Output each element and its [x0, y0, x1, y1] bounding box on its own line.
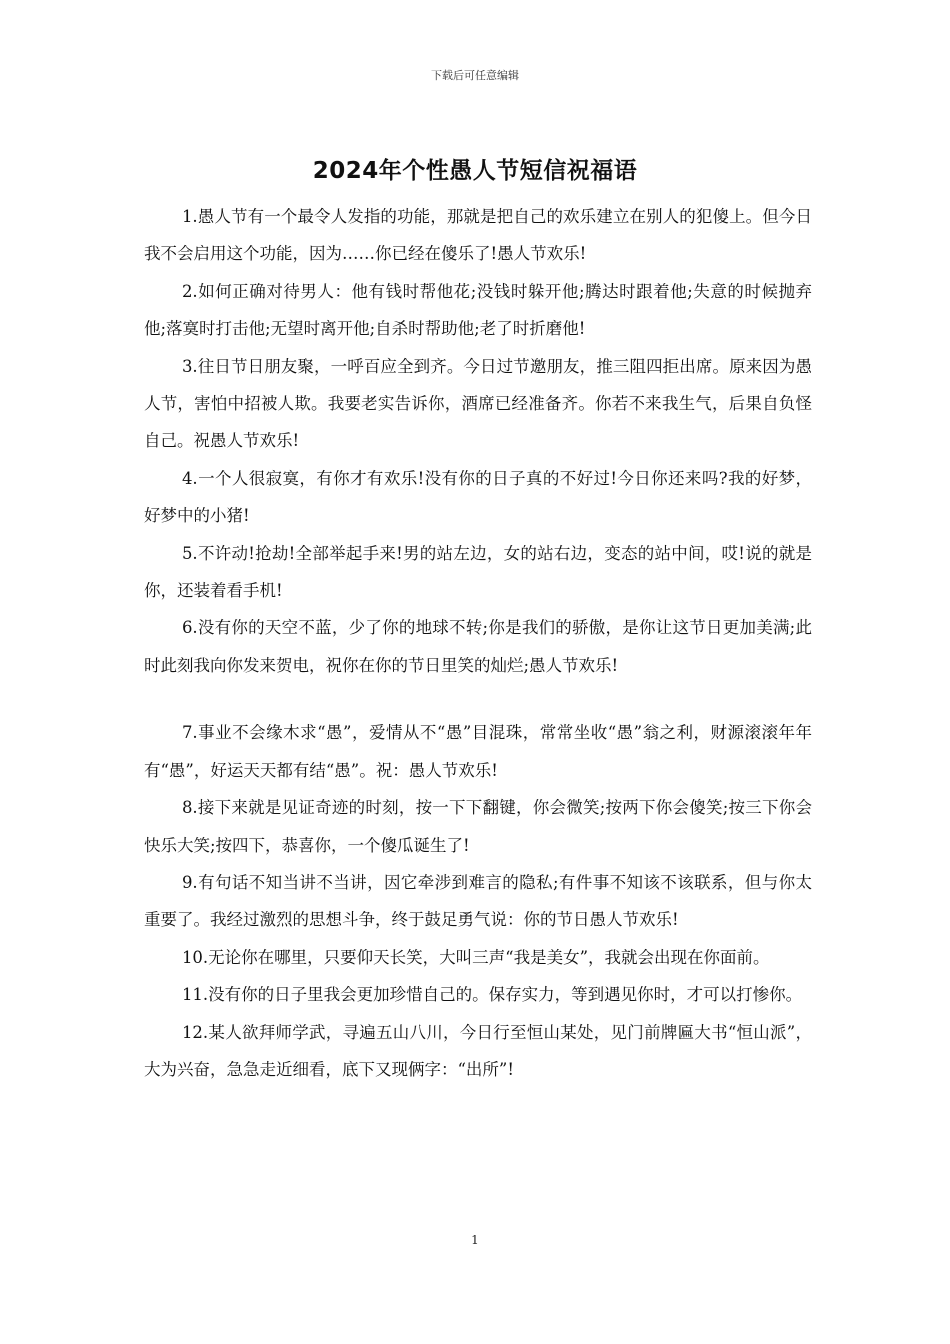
paragraph-10: 10.无论你在哪里，只要仰天长笑，大叫三声“我是美女”，我就会出现在你面前。 — [181, 947, 770, 967]
paragraph-2: 2.如何正确对待男人：他有钱时帮他花;没钱时躲开他;腾达时跟着他;失意的时候抛弃他;落寞时打击他;无望时离开他;自杀时帮助他;老了时折磨他! — [144, 281, 812, 339]
paragraph-8: 8.接下来就是见证奇迹的时刻，按一下下翻键，你会微笑;按两下你会傻笑;按三下你会快乐大笑;按四下，恭喜你，一个傻瓜诞生了! — [144, 798, 812, 855]
paragraph-4: 4.一个人很寂寞，有你才有欢乐!没有你的日子真的不好过!今日你还来吗?我的好梦，好梦中的小猪! — [144, 468, 812, 526]
paragraph-7: 7.事业不会缘木求“愚”，爱情从不“愚”目混珠，常常坐收“愚”翁之利，财源滚滚年年有“愚”，好运天天都有结“愚”。祝：愚人节欢乐! — [144, 723, 812, 780]
page-number: 1 — [471, 1233, 479, 1247]
paragraph-12: 12.某人欲拜师学武，寻遍五山八川，今日行至恒山某处，见门前牌匾大书“恒山派”，大为兴奋，急急走近细看，底下又现俩字：“出所”! — [144, 1022, 812, 1079]
paragraph-6: 6.没有你的天空不蓝，少了你的地球不转;你是我们的骄傲，是你让这节日更加美满;此时此刻我向你发来贺电，祝你在你的节日里笑的灿烂;愚人节欢乐! — [144, 618, 812, 675]
page-header-note: 下载后可任意编辑 — [431, 69, 519, 82]
paragraph-11: 11.没有你的日子里我会更加珍惜自己的。保存实力，等到遇见你时，才可以打惨你。 — [181, 985, 803, 1005]
document-body — [144, 198, 812, 1088]
paragraph-3: 3.往日节日朋友聚，一呼百应全到齐。今日过节邀朋友，推三阻四拒出席。原来因为愚人节，害怕中招被人欺。我要老实告诉你，酒席已经准备齐。你若不来我生气，后果自负怪自己。祝愚人节欢乐! — [144, 356, 812, 451]
document-title: 2024年个性愚人节短信祝福语 — [312, 158, 638, 184]
paragraph-5: 5.不许动!抢劫!全部举起手来!男的站左边，女的站右边，变态的站中间，哎!说的就是你，还装着看手机! — [144, 543, 812, 601]
paragraph-1: 1.愚人节有一个最令人发指的功能，那就是把自己的欢乐建立在别人的犯傻上。但今日我不会启用这个功能，因为……你已经在傻乐了!愚人节欢乐! — [144, 207, 812, 264]
paragraph-9: 9.有句话不知当讲不当讲，因它牵涉到难言的隐私;有件事不知该不该联系，但与你太重要了。我经过激烈的思想斗争，终于鼓足勇气说：你的节日愚人节欢乐! — [144, 872, 812, 930]
